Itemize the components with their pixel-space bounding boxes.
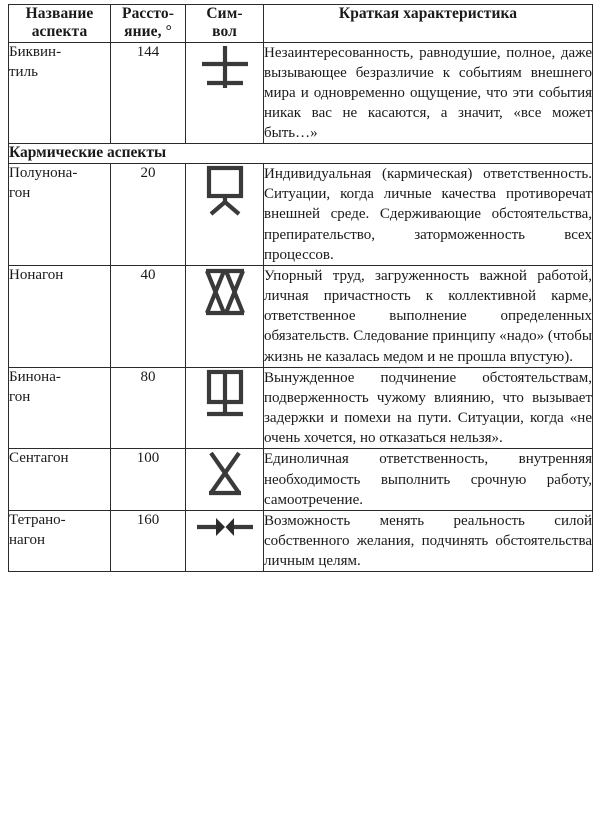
aspect-name-line2: гон bbox=[9, 184, 31, 201]
cell-symbol bbox=[186, 367, 264, 449]
cell-symbol bbox=[186, 449, 264, 511]
cell-distance: 20 bbox=[111, 164, 186, 266]
aspect-name-line1: Бинона- bbox=[9, 368, 61, 385]
aspects-table bbox=[8, 4, 593, 572]
cell-aspect-name bbox=[9, 449, 111, 511]
aspect-name-line2: гон bbox=[9, 388, 31, 405]
header-aspect-name-line2: аспекта bbox=[31, 23, 88, 41]
table-row bbox=[9, 510, 593, 572]
aspect-name-line2: тиль bbox=[9, 63, 38, 80]
cell-symbol bbox=[186, 42, 264, 144]
cell-distance: 160 bbox=[111, 510, 186, 572]
cell-aspect-name bbox=[9, 367, 111, 449]
aspect-name-line1: Нонагон bbox=[9, 266, 64, 283]
table-body bbox=[9, 42, 593, 572]
cell-description: Незаинтересованность, равнодушие, полное, даже вызывающее безразличие к событиям внешнего мира и одновременно ощущение, что эти события никак вас не касаются, а значит, «все может быть…» bbox=[264, 42, 593, 144]
cell-distance: 40 bbox=[111, 265, 186, 367]
cell-description: Вынужденное подчинение обстоятельствам, подверженность чужому влиянию, что вызывает задержки и помехи на пути. Ситуации, когда «не очень хочется, но отказаться нельзя». bbox=[264, 367, 593, 449]
table-header-row bbox=[9, 5, 593, 43]
section-header-row bbox=[9, 144, 593, 164]
table-row bbox=[9, 42, 593, 144]
cell-description: Единоличная ответственность, внутренняя необходимость выполнить срочную работу, самоотречение. bbox=[264, 449, 593, 511]
header-aspect-name-line1: Название bbox=[25, 5, 94, 22]
tetranonagon-facing-arrows-icon bbox=[186, 511, 263, 543]
cell-distance: 100 bbox=[111, 449, 186, 511]
table-row bbox=[9, 449, 593, 511]
aspect-name-line1: Биквин- bbox=[9, 43, 62, 60]
header-distance bbox=[111, 5, 186, 43]
table-row bbox=[9, 265, 593, 367]
aspect-name-line1: Сентагон bbox=[9, 450, 69, 467]
header-distance-line2: яние, ° bbox=[124, 23, 172, 41]
header-aspect-name bbox=[9, 5, 111, 43]
table-row bbox=[9, 164, 593, 266]
cell-symbol bbox=[186, 510, 264, 572]
biquintile-cross-icon bbox=[186, 43, 263, 91]
binonagon-split-square-icon bbox=[186, 368, 263, 424]
nonagon-double-bowtie-icon bbox=[186, 266, 263, 318]
cell-aspect-name bbox=[9, 42, 111, 144]
seminonagon-square-tripod-icon bbox=[186, 164, 263, 218]
cell-description: Индивидуальная (кармическая) ответственность. Ситуации, когда личные качества противоречат внешней среде. Сдерживающие обстоятельства, препирательство, заторможенность всех процессов. bbox=[264, 164, 593, 266]
header-symbol bbox=[186, 5, 264, 43]
table-row bbox=[9, 367, 593, 449]
cell-description: Упорный труд, загруженность важной работой, личная причастность к коллективной карме, ответственное выполнение определенных обязательств. Следование принципу «надо» (чтобы жизнь не казалась медом и не прошла впустую). bbox=[264, 265, 593, 367]
aspect-name-line1: Тетрано- bbox=[9, 511, 66, 528]
table-head bbox=[9, 5, 593, 43]
sentagon-bowtie-base-icon bbox=[186, 449, 263, 499]
header-description: Краткая характеристика bbox=[264, 5, 593, 43]
cell-aspect-name bbox=[9, 164, 111, 266]
header-distance-line1: Рассто- bbox=[122, 5, 174, 22]
cell-distance: 144 bbox=[111, 42, 186, 144]
section-title-karmic-aspects: Кармические аспекты bbox=[9, 144, 593, 164]
header-symbol-line2: вол bbox=[212, 23, 237, 41]
cell-distance: 80 bbox=[111, 367, 186, 449]
header-symbol-line1: Сим- bbox=[206, 5, 243, 22]
cell-description: Возможность менять реальность силой собственного желания, подчинять обстоятельства личным целям. bbox=[264, 510, 593, 572]
cell-symbol bbox=[186, 265, 264, 367]
cell-symbol bbox=[186, 164, 264, 266]
aspect-name-line2: нагон bbox=[9, 531, 45, 548]
aspect-name-line1: Полунона- bbox=[9, 165, 78, 182]
cell-aspect-name bbox=[9, 510, 111, 572]
cell-aspect-name bbox=[9, 265, 111, 367]
